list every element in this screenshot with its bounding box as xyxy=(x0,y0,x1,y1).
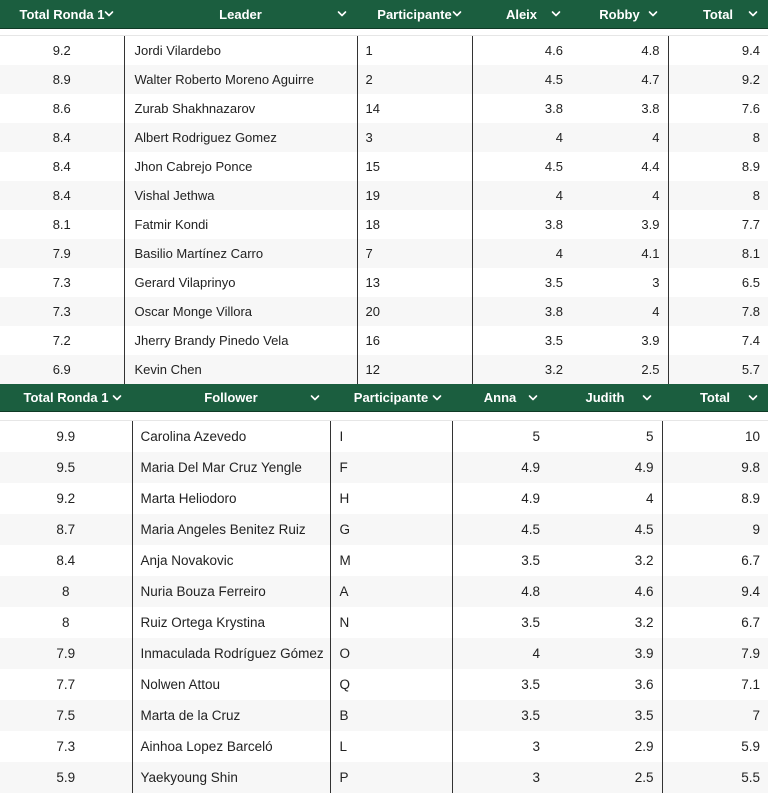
header-label: Total xyxy=(702,6,734,22)
cell-judge1-score[interactable]: 3 xyxy=(452,731,548,762)
cell-participante[interactable]: 20 xyxy=(357,297,472,326)
chevron-down-icon[interactable] xyxy=(310,393,320,403)
cell-total-ronda[interactable]: 7.9 xyxy=(0,239,124,268)
cell-name[interactable]: Albert Rodriguez Gomez xyxy=(124,123,357,152)
cell-judge1-score[interactable]: 4.9 xyxy=(452,483,548,514)
table-row[interactable] xyxy=(0,700,768,731)
cell-judge1-score[interactable]: 4 xyxy=(472,239,571,268)
leaders-header-row xyxy=(0,0,768,29)
cell-total-ronda[interactable]: 8 xyxy=(0,607,132,638)
cell-judge1-score[interactable]: 4 xyxy=(472,123,571,152)
cell-name[interactable]: Kevin Chen xyxy=(124,355,357,384)
cell-judge2-score[interactable]: 4 xyxy=(571,181,668,210)
cell-participante[interactable]: F xyxy=(330,452,452,483)
cell-participante[interactable]: P xyxy=(330,762,452,793)
cell-total[interactable]: 9.4 xyxy=(668,36,768,66)
cell-judge2-score[interactable]: 3.2 xyxy=(548,545,662,576)
cell-total[interactable]: 6.7 xyxy=(662,607,768,638)
cell-judge2-score[interactable]: 3 xyxy=(571,268,668,297)
table-row[interactable] xyxy=(0,638,768,669)
cell-total[interactable]: 5.9 xyxy=(662,731,768,762)
chevron-down-icon[interactable] xyxy=(642,393,652,403)
table-row[interactable] xyxy=(0,36,768,66)
cell-total[interactable]: 7.7 xyxy=(668,210,768,239)
leaders-header-total[interactable] xyxy=(668,0,768,29)
cell-judge2-score[interactable]: 4.4 xyxy=(571,152,668,181)
followers-header-total[interactable] xyxy=(662,384,768,412)
cell-total[interactable]: 7.8 xyxy=(668,297,768,326)
table-row[interactable] xyxy=(0,297,768,326)
cell-participante[interactable]: 12 xyxy=(357,355,472,384)
cell-total[interactable]: 10 xyxy=(662,421,768,453)
chevron-down-icon[interactable] xyxy=(337,9,347,19)
chevron-down-icon[interactable] xyxy=(551,9,561,19)
header-label: Follower xyxy=(204,390,258,405)
table-row[interactable] xyxy=(0,514,768,545)
cell-name[interactable]: Vishal Jethwa xyxy=(124,181,357,210)
cell-judge1-score[interactable]: 3.8 xyxy=(472,94,571,123)
cell-total-ronda[interactable]: 5.9 xyxy=(0,762,132,793)
table-row[interactable] xyxy=(0,576,768,607)
cell-participante[interactable]: N xyxy=(330,607,452,638)
cell-participante[interactable]: Q xyxy=(330,669,452,700)
cell-judge2-score[interactable]: 4.6 xyxy=(548,576,662,607)
cell-judge2-score[interactable]: 4 xyxy=(571,297,668,326)
header-spacer xyxy=(0,412,768,421)
cell-total[interactable]: 8.9 xyxy=(668,152,768,181)
cell-judge2-score[interactable]: 2.5 xyxy=(548,762,662,793)
cell-name[interactable]: Anja Novakovic xyxy=(132,545,330,576)
table-row[interactable] xyxy=(0,421,768,453)
cell-name[interactable]: Ruiz Ortega Krystina xyxy=(132,607,330,638)
chevron-down-icon[interactable] xyxy=(104,9,114,19)
cell-total[interactable]: 9 xyxy=(662,514,768,545)
leaders-header-total-ronda[interactable] xyxy=(0,0,124,29)
followers-header-total-ronda[interactable] xyxy=(0,384,132,412)
cell-total-ronda[interactable]: 8.7 xyxy=(0,514,132,545)
table-row[interactable] xyxy=(0,762,768,793)
chevron-down-icon[interactable] xyxy=(748,9,758,19)
cell-judge1-score[interactable]: 4.5 xyxy=(452,514,548,545)
table-row[interactable] xyxy=(0,239,768,268)
cell-participante[interactable]: 1 xyxy=(357,36,472,66)
cell-name[interactable]: Inmaculada Rodríguez Gómez xyxy=(132,638,330,669)
cell-participante[interactable]: A xyxy=(330,576,452,607)
cell-participante[interactable]: M xyxy=(330,545,452,576)
leaders-body xyxy=(0,29,768,385)
cell-participante[interactable]: L xyxy=(330,731,452,762)
chevron-down-icon[interactable] xyxy=(432,393,442,403)
spacer-cell xyxy=(0,29,768,36)
followers-header-participante[interactable] xyxy=(330,384,452,412)
cell-name[interactable]: Nolwen Attou xyxy=(132,669,330,700)
cell-judge1-score[interactable]: 3.5 xyxy=(472,268,571,297)
header-spacer xyxy=(0,29,768,36)
cell-judge1-score[interactable]: 3.5 xyxy=(452,607,548,638)
cell-judge1-score[interactable]: 4 xyxy=(472,181,571,210)
cell-name[interactable]: Walter Roberto Moreno Aguirre xyxy=(124,65,357,94)
cell-total[interactable]: 7.9 xyxy=(662,638,768,669)
cell-name[interactable]: Jhon Cabrejo Ponce xyxy=(124,152,357,181)
table-row[interactable] xyxy=(0,326,768,355)
cell-total[interactable]: 5.7 xyxy=(668,355,768,384)
cell-total-ronda[interactable]: 6.9 xyxy=(0,355,124,384)
cell-total-ronda[interactable]: 9.5 xyxy=(0,452,132,483)
cell-judge2-score[interactable]: 4.5 xyxy=(548,514,662,545)
cell-participante[interactable]: 18 xyxy=(357,210,472,239)
cell-total-ronda[interactable]: 7.3 xyxy=(0,297,124,326)
cell-total[interactable]: 6.7 xyxy=(662,545,768,576)
cell-total-ronda[interactable]: 8.4 xyxy=(0,123,124,152)
cell-name[interactable]: Maria Angeles Benitez Ruiz xyxy=(132,514,330,545)
table-row[interactable] xyxy=(0,210,768,239)
cell-participante[interactable]: 2 xyxy=(357,65,472,94)
table-row[interactable] xyxy=(0,545,768,576)
cell-name[interactable]: Gerard Vilaprinyo xyxy=(124,268,357,297)
cell-name[interactable]: Jordi Vilardebo xyxy=(124,36,357,66)
cell-participante[interactable]: G xyxy=(330,514,452,545)
cell-total[interactable]: 6.5 xyxy=(668,268,768,297)
cell-name[interactable]: Ainhoa Lopez Barceló xyxy=(132,731,330,762)
cell-judge1-score[interactable]: 4.6 xyxy=(472,36,571,66)
cell-participante[interactable]: B xyxy=(330,700,452,731)
cell-judge1-score[interactable]: 4.5 xyxy=(472,152,571,181)
followers-table xyxy=(0,384,768,793)
cell-judge1-score[interactable]: 3.5 xyxy=(472,326,571,355)
cell-total[interactable]: 9.4 xyxy=(662,576,768,607)
leaders-header-participante[interactable] xyxy=(357,0,472,29)
cell-total-ronda[interactable]: 9.2 xyxy=(0,483,132,514)
cell-judge2-score[interactable]: 3.5 xyxy=(548,700,662,731)
cell-participante[interactable]: 16 xyxy=(357,326,472,355)
cell-name[interactable]: Yaekyoung Shin xyxy=(132,762,330,793)
cell-total[interactable]: 7.4 xyxy=(668,326,768,355)
cell-judge2-score[interactable]: 4 xyxy=(571,123,668,152)
cell-participante[interactable]: 7 xyxy=(357,239,472,268)
cell-name[interactable]: Marta de la Cruz xyxy=(132,700,330,731)
cell-judge2-score[interactable]: 3.8 xyxy=(571,94,668,123)
cell-participante[interactable]: I xyxy=(330,421,452,453)
followers-header-judge1[interactable] xyxy=(452,384,548,412)
chevron-down-icon[interactable] xyxy=(112,393,122,403)
header-label: Total Ronda 1 xyxy=(19,6,105,22)
cell-judge2-score[interactable]: 5 xyxy=(548,421,662,453)
cell-total-ronda[interactable]: 9.2 xyxy=(0,36,124,66)
cell-judge1-score[interactable]: 3.8 xyxy=(472,297,571,326)
header-label: Aleix xyxy=(505,6,538,22)
cell-total[interactable]: 7 xyxy=(662,700,768,731)
cell-total-ronda[interactable]: 8.4 xyxy=(0,545,132,576)
cell-judge2-score[interactable]: 3.6 xyxy=(548,669,662,700)
cell-judge2-score[interactable]: 4.9 xyxy=(548,452,662,483)
cell-total-ronda[interactable]: 7.3 xyxy=(0,268,124,297)
leaders-header-role[interactable] xyxy=(124,0,357,29)
table-row[interactable] xyxy=(0,268,768,297)
leaders-header-judge1[interactable] xyxy=(472,0,571,29)
table-row[interactable] xyxy=(0,669,768,700)
cell-participante[interactable]: 19 xyxy=(357,181,472,210)
followers-header-judge2[interactable] xyxy=(548,384,662,412)
cell-total[interactable]: 5.5 xyxy=(662,762,768,793)
cell-judge1-score[interactable]: 3.5 xyxy=(452,700,548,731)
cell-total-ronda[interactable]: 7.3 xyxy=(0,731,132,762)
cell-judge1-score[interactable]: 4.8 xyxy=(452,576,548,607)
cell-judge1-score[interactable]: 3.5 xyxy=(452,669,548,700)
followers-body xyxy=(0,412,768,794)
table-row[interactable] xyxy=(0,731,768,762)
cell-total-ronda[interactable]: 8.9 xyxy=(0,65,124,94)
cell-participante[interactable]: 13 xyxy=(357,268,472,297)
cell-total-ronda[interactable]: 8 xyxy=(0,576,132,607)
cell-total-ronda[interactable]: 8.6 xyxy=(0,94,124,123)
table-row[interactable] xyxy=(0,355,768,384)
cell-total-ronda[interactable]: 7.9 xyxy=(0,638,132,669)
header-label: Robby xyxy=(599,6,640,22)
cell-judge1-score[interactable]: 3.5 xyxy=(452,545,548,576)
table-row[interactable] xyxy=(0,181,768,210)
cell-judge1-score[interactable]: 3.2 xyxy=(472,355,571,384)
leaders-header-judge2[interactable] xyxy=(571,0,668,29)
cell-total-ronda[interactable]: 7.2 xyxy=(0,326,124,355)
cell-judge2-score[interactable]: 2.5 xyxy=(571,355,668,384)
cell-judge1-score[interactable]: 3 xyxy=(452,762,548,793)
cell-total[interactable]: 8.1 xyxy=(668,239,768,268)
cell-name[interactable]: Fatmir Kondi xyxy=(124,210,357,239)
cell-total[interactable]: 8 xyxy=(668,123,768,152)
cell-name[interactable]: Oscar Monge Villora xyxy=(124,297,357,326)
cell-judge2-score[interactable]: 4.7 xyxy=(571,65,668,94)
header-label: Anna xyxy=(483,390,517,405)
header-label: Total xyxy=(699,390,731,405)
table-row[interactable] xyxy=(0,483,768,514)
header-label: Judith xyxy=(585,390,625,405)
cell-judge1-score[interactable]: 4.5 xyxy=(472,65,571,94)
chevron-down-icon[interactable] xyxy=(452,9,462,19)
followers-header-row xyxy=(0,384,768,412)
cell-total-ronda[interactable]: 8.1 xyxy=(0,210,124,239)
header-label: Participante xyxy=(353,390,429,405)
cell-judge2-score[interactable]: 3.9 xyxy=(571,326,668,355)
header-label: Leader xyxy=(219,6,262,22)
cell-name[interactable]: Maria Del Mar Cruz Yengle xyxy=(132,452,330,483)
header-label: Participante xyxy=(377,6,452,22)
cell-name[interactable]: Jherry Brandy Pinedo Vela xyxy=(124,326,357,355)
cell-total-ronda[interactable]: 9.9 xyxy=(0,421,132,453)
cell-total[interactable]: 7.1 xyxy=(662,669,768,700)
cell-judge2-score[interactable]: 2.9 xyxy=(548,731,662,762)
chevron-down-icon[interactable] xyxy=(648,9,658,19)
cell-judge2-score[interactable]: 3.2 xyxy=(548,607,662,638)
table-row[interactable] xyxy=(0,607,768,638)
cell-judge1-score[interactable]: 3.8 xyxy=(472,210,571,239)
cell-participante[interactable]: 15 xyxy=(357,152,472,181)
cell-participante[interactable]: 14 xyxy=(357,94,472,123)
cell-total-ronda[interactable]: 7.5 xyxy=(0,700,132,731)
cell-name[interactable]: Marta Heliodoro xyxy=(132,483,330,514)
cell-total[interactable]: 8.9 xyxy=(662,483,768,514)
table-row[interactable] xyxy=(0,452,768,483)
cell-total[interactable]: 7.6 xyxy=(668,94,768,123)
cell-name[interactable]: Zurab Shakhnazarov xyxy=(124,94,357,123)
cell-judge2-score[interactable]: 4.1 xyxy=(571,239,668,268)
header-label: Total Ronda 1 xyxy=(23,390,109,405)
cell-total[interactable]: 9.2 xyxy=(668,65,768,94)
table-row[interactable] xyxy=(0,152,768,181)
cell-judge1-score[interactable]: 4.9 xyxy=(452,452,548,483)
cell-judge1-score[interactable]: 5 xyxy=(452,421,548,453)
leaders-table xyxy=(0,0,768,384)
table-row[interactable] xyxy=(0,123,768,152)
cell-total-ronda[interactable]: 7.7 xyxy=(0,669,132,700)
chevron-down-icon[interactable] xyxy=(528,393,538,403)
cell-total-ronda[interactable]: 8.4 xyxy=(0,152,124,181)
cell-total[interactable]: 8 xyxy=(668,181,768,210)
cell-judge2-score[interactable]: 4 xyxy=(548,483,662,514)
spacer-cell xyxy=(0,412,768,421)
table-row[interactable] xyxy=(0,94,768,123)
table-row[interactable] xyxy=(0,65,768,94)
cell-total-ronda[interactable]: 8.4 xyxy=(0,181,124,210)
cell-judge1-score[interactable]: 4 xyxy=(452,638,548,669)
cell-name[interactable]: Nuria Bouza Ferreiro xyxy=(132,576,330,607)
cell-name[interactable]: Carolina Azevedo xyxy=(132,421,330,453)
cell-judge2-score[interactable]: 4.8 xyxy=(571,36,668,66)
cell-total[interactable]: 9.8 xyxy=(662,452,768,483)
cell-name[interactable]: Basilio Martínez Carro xyxy=(124,239,357,268)
cell-participante[interactable]: O xyxy=(330,638,452,669)
cell-judge2-score[interactable]: 3.9 xyxy=(571,210,668,239)
cell-participante[interactable]: H xyxy=(330,483,452,514)
chevron-down-icon[interactable] xyxy=(748,393,758,403)
cell-judge2-score[interactable]: 3.9 xyxy=(548,638,662,669)
followers-header-role[interactable] xyxy=(132,384,330,412)
cell-participante[interactable]: 3 xyxy=(357,123,472,152)
